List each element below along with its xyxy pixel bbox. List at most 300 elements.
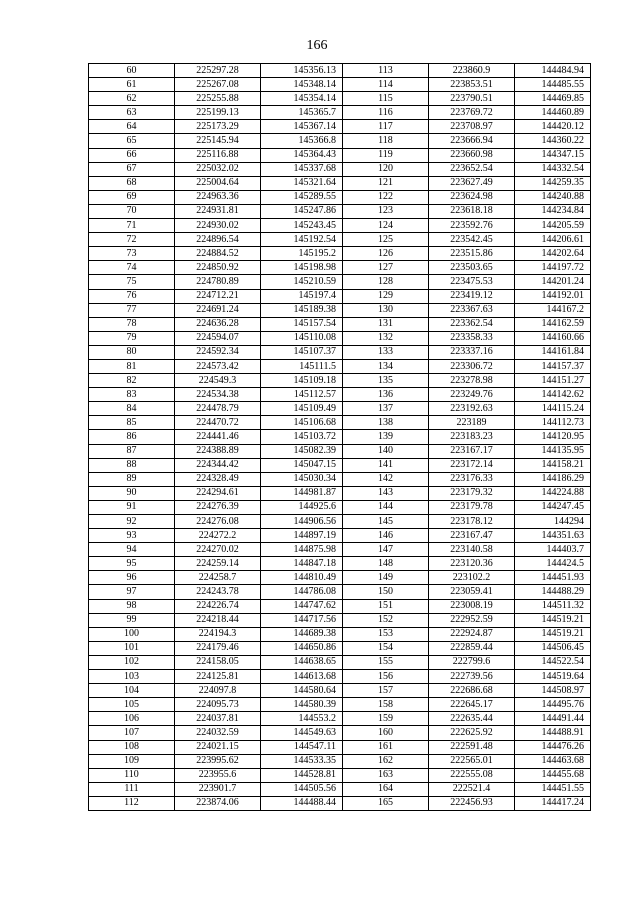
x-coordinate-right-cell: 223624.98 [429, 190, 515, 204]
y-coordinate-left-cell: 145198.98 [261, 261, 343, 275]
y-coordinate-right-cell: 144451.55 [515, 782, 591, 796]
point-number-right-cell: 161 [343, 740, 429, 754]
y-coordinate-left-cell: 145210.59 [261, 275, 343, 289]
y-coordinate-left-cell: 144875.98 [261, 543, 343, 557]
x-coordinate-right-cell: 222635.44 [429, 712, 515, 726]
x-coordinate-left-cell: 223901.7 [175, 782, 261, 796]
point-number-left-cell: 60 [89, 64, 175, 78]
x-coordinate-left-cell: 224179.46 [175, 641, 261, 655]
point-number-right-cell: 139 [343, 430, 429, 444]
x-coordinate-left-cell: 224095.73 [175, 698, 261, 712]
point-number-right-cell: 121 [343, 176, 429, 190]
table-row [89, 486, 591, 500]
x-coordinate-right-cell: 223008.19 [429, 599, 515, 613]
y-coordinate-left-cell: 145112.57 [261, 388, 343, 402]
y-coordinate-right-cell: 144157.37 [515, 359, 591, 373]
x-coordinate-left-cell: 223955.6 [175, 768, 261, 782]
point-number-right-cell: 126 [343, 247, 429, 261]
point-number-right-cell: 119 [343, 148, 429, 162]
point-number-left-cell: 66 [89, 148, 175, 162]
x-coordinate-right-cell: 223660.98 [429, 148, 515, 162]
point-number-right-cell: 118 [343, 134, 429, 148]
point-number-left-cell: 101 [89, 641, 175, 655]
point-number-right-cell: 148 [343, 557, 429, 571]
x-coordinate-right-cell: 223419.12 [429, 289, 515, 303]
y-coordinate-right-cell: 144135.95 [515, 444, 591, 458]
x-coordinate-left-cell: 225297.28 [175, 64, 261, 78]
y-coordinate-right-cell: 144197.72 [515, 261, 591, 275]
x-coordinate-left-cell: 224850.92 [175, 261, 261, 275]
point-number-right-cell: 159 [343, 712, 429, 726]
y-coordinate-left-cell: 144580.39 [261, 698, 343, 712]
point-number-right-cell: 115 [343, 92, 429, 106]
x-coordinate-left-cell: 224388.89 [175, 444, 261, 458]
y-coordinate-left-cell: 145247.86 [261, 204, 343, 218]
y-coordinate-left-cell: 144906.56 [261, 515, 343, 529]
y-coordinate-right-cell: 144484.94 [515, 64, 591, 78]
point-number-left-cell: 98 [89, 599, 175, 613]
y-coordinate-left-cell: 144613.68 [261, 670, 343, 684]
y-coordinate-left-cell: 145157.54 [261, 317, 343, 331]
point-number-left-cell: 84 [89, 402, 175, 416]
point-number-right-cell: 116 [343, 106, 429, 120]
y-coordinate-right-cell: 144488.29 [515, 585, 591, 599]
point-number-left-cell: 108 [89, 740, 175, 754]
x-coordinate-left-cell: 225032.02 [175, 162, 261, 176]
x-coordinate-left-cell: 224592.34 [175, 345, 261, 359]
x-coordinate-left-cell: 224125.81 [175, 670, 261, 684]
y-coordinate-left-cell: 145365.7 [261, 106, 343, 120]
y-coordinate-right-cell: 144522.54 [515, 655, 591, 669]
y-coordinate-right-cell: 144508.97 [515, 684, 591, 698]
x-coordinate-right-cell: 223367.63 [429, 303, 515, 317]
point-number-left-cell: 74 [89, 261, 175, 275]
y-coordinate-right-cell: 144142.62 [515, 388, 591, 402]
y-coordinate-right-cell: 144224.88 [515, 486, 591, 500]
y-coordinate-right-cell: 144424.5 [515, 557, 591, 571]
x-coordinate-right-cell: 223179.78 [429, 500, 515, 514]
table-row [89, 500, 591, 514]
table-row [89, 303, 591, 317]
y-coordinate-left-cell: 145047.15 [261, 458, 343, 472]
point-number-right-cell: 141 [343, 458, 429, 472]
table-row [89, 148, 591, 162]
table-row [89, 134, 591, 148]
x-coordinate-right-cell: 223249.76 [429, 388, 515, 402]
table-row [89, 190, 591, 204]
y-coordinate-right-cell: 144491.44 [515, 712, 591, 726]
point-number-right-cell: 151 [343, 599, 429, 613]
point-number-right-cell: 156 [343, 670, 429, 684]
y-coordinate-right-cell: 144511.32 [515, 599, 591, 613]
y-coordinate-right-cell: 144240.88 [515, 190, 591, 204]
x-coordinate-right-cell: 223618.18 [429, 204, 515, 218]
y-coordinate-right-cell: 144162.59 [515, 317, 591, 331]
x-coordinate-left-cell: 224441.46 [175, 430, 261, 444]
x-coordinate-left-cell: 224276.39 [175, 500, 261, 514]
x-coordinate-right-cell: 223102.2 [429, 571, 515, 585]
table-row [89, 64, 591, 78]
point-number-right-cell: 137 [343, 402, 429, 416]
x-coordinate-right-cell: 223306.72 [429, 359, 515, 373]
point-number-right-cell: 143 [343, 486, 429, 500]
y-coordinate-right-cell: 144151.27 [515, 374, 591, 388]
x-coordinate-left-cell: 224896.54 [175, 233, 261, 247]
table-row [89, 359, 591, 373]
point-number-left-cell: 63 [89, 106, 175, 120]
y-coordinate-right-cell: 144201.24 [515, 275, 591, 289]
x-coordinate-left-cell: 224636.28 [175, 317, 261, 331]
y-coordinate-right-cell: 144259.35 [515, 176, 591, 190]
table-row [89, 458, 591, 472]
x-coordinate-right-cell: 223362.54 [429, 317, 515, 331]
point-number-left-cell: 83 [89, 388, 175, 402]
y-coordinate-right-cell: 144460.89 [515, 106, 591, 120]
table-row [89, 106, 591, 120]
point-number-left-cell: 62 [89, 92, 175, 106]
x-coordinate-right-cell: 222645.17 [429, 698, 515, 712]
y-coordinate-right-cell: 144112.73 [515, 416, 591, 430]
x-coordinate-right-cell: 222555.08 [429, 768, 515, 782]
y-coordinate-left-cell: 144553.2 [261, 712, 343, 726]
y-coordinate-right-cell: 144161.84 [515, 345, 591, 359]
y-coordinate-left-cell: 144847.18 [261, 557, 343, 571]
x-coordinate-left-cell: 223874.06 [175, 796, 261, 810]
x-coordinate-left-cell: 224470.72 [175, 416, 261, 430]
coordinates-table-body [89, 64, 591, 811]
point-number-left-cell: 105 [89, 698, 175, 712]
table-row [89, 599, 591, 613]
point-number-right-cell: 136 [343, 388, 429, 402]
point-number-right-cell: 147 [343, 543, 429, 557]
x-coordinate-right-cell: 223708.97 [429, 120, 515, 134]
y-coordinate-left-cell: 145354.14 [261, 92, 343, 106]
y-coordinate-right-cell: 144403.7 [515, 543, 591, 557]
table-row [89, 655, 591, 669]
table-row [89, 684, 591, 698]
x-coordinate-right-cell: 222521.4 [429, 782, 515, 796]
x-coordinate-left-cell: 224272.2 [175, 529, 261, 543]
x-coordinate-left-cell: 224549.3 [175, 374, 261, 388]
y-coordinate-left-cell: 145195.2 [261, 247, 343, 261]
y-coordinate-left-cell: 145109.49 [261, 402, 343, 416]
x-coordinate-left-cell: 224780.89 [175, 275, 261, 289]
point-number-right-cell: 155 [343, 655, 429, 669]
y-coordinate-right-cell: 144351.63 [515, 529, 591, 543]
point-number-right-cell: 140 [343, 444, 429, 458]
y-coordinate-left-cell: 145030.34 [261, 472, 343, 486]
table-row [89, 345, 591, 359]
point-number-left-cell: 72 [89, 233, 175, 247]
point-number-right-cell: 145 [343, 515, 429, 529]
y-coordinate-left-cell: 144925.6 [261, 500, 343, 514]
x-coordinate-left-cell: 224218.44 [175, 613, 261, 627]
x-coordinate-left-cell: 224032.59 [175, 726, 261, 740]
point-number-right-cell: 131 [343, 317, 429, 331]
point-number-left-cell: 71 [89, 219, 175, 233]
point-number-right-cell: 134 [343, 359, 429, 373]
y-coordinate-right-cell: 144192.01 [515, 289, 591, 303]
table-row [89, 219, 591, 233]
x-coordinate-right-cell: 223358.33 [429, 331, 515, 345]
y-coordinate-right-cell: 144488.91 [515, 726, 591, 740]
point-number-left-cell: 68 [89, 176, 175, 190]
point-number-right-cell: 146 [343, 529, 429, 543]
y-coordinate-left-cell: 144549.63 [261, 726, 343, 740]
x-coordinate-right-cell: 223666.94 [429, 134, 515, 148]
point-number-left-cell: 112 [89, 796, 175, 810]
point-number-right-cell: 164 [343, 782, 429, 796]
y-coordinate-left-cell: 145192.54 [261, 233, 343, 247]
x-coordinate-right-cell: 222686.68 [429, 684, 515, 698]
point-number-left-cell: 79 [89, 331, 175, 345]
y-coordinate-left-cell: 144580.64 [261, 684, 343, 698]
x-coordinate-left-cell: 224276.08 [175, 515, 261, 529]
x-coordinate-left-cell: 224931.81 [175, 204, 261, 218]
y-coordinate-right-cell: 144234.84 [515, 204, 591, 218]
x-coordinate-right-cell: 223542.45 [429, 233, 515, 247]
point-number-right-cell: 144 [343, 500, 429, 514]
point-number-right-cell: 142 [343, 472, 429, 486]
point-number-left-cell: 69 [89, 190, 175, 204]
y-coordinate-left-cell: 145106.68 [261, 416, 343, 430]
table-row [89, 670, 591, 684]
table-row [89, 627, 591, 641]
point-number-left-cell: 90 [89, 486, 175, 500]
point-number-left-cell: 78 [89, 317, 175, 331]
x-coordinate-right-cell: 222625.92 [429, 726, 515, 740]
point-number-right-cell: 128 [343, 275, 429, 289]
x-coordinate-right-cell: 223278.98 [429, 374, 515, 388]
point-number-right-cell: 163 [343, 768, 429, 782]
point-number-right-cell: 117 [343, 120, 429, 134]
table-row [89, 275, 591, 289]
y-coordinate-left-cell: 144810.49 [261, 571, 343, 585]
y-coordinate-right-cell: 144485.55 [515, 78, 591, 92]
x-coordinate-left-cell: 224258.7 [175, 571, 261, 585]
table-row [89, 162, 591, 176]
x-coordinate-left-cell: 224930.02 [175, 219, 261, 233]
x-coordinate-left-cell: 224344.42 [175, 458, 261, 472]
y-coordinate-right-cell: 144506.45 [515, 641, 591, 655]
x-coordinate-right-cell: 223790.51 [429, 92, 515, 106]
y-coordinate-right-cell: 144360.22 [515, 134, 591, 148]
x-coordinate-right-cell: 222739.56 [429, 670, 515, 684]
table-row [89, 529, 591, 543]
y-coordinate-left-cell: 144547.11 [261, 740, 343, 754]
point-number-left-cell: 102 [89, 655, 175, 669]
table-row [89, 402, 591, 416]
table-row [89, 515, 591, 529]
x-coordinate-right-cell: 223178.12 [429, 515, 515, 529]
x-coordinate-right-cell: 222859.44 [429, 641, 515, 655]
point-number-left-cell: 82 [89, 374, 175, 388]
table-row [89, 261, 591, 275]
y-coordinate-left-cell: 145337.68 [261, 162, 343, 176]
point-number-right-cell: 114 [343, 78, 429, 92]
y-coordinate-right-cell: 144247.45 [515, 500, 591, 514]
point-number-left-cell: 92 [89, 515, 175, 529]
x-coordinate-right-cell: 223592.76 [429, 219, 515, 233]
x-coordinate-left-cell: 224594.07 [175, 331, 261, 345]
point-number-left-cell: 77 [89, 303, 175, 317]
point-number-right-cell: 123 [343, 204, 429, 218]
x-coordinate-right-cell: 222799.6 [429, 655, 515, 669]
point-number-left-cell: 67 [89, 162, 175, 176]
y-coordinate-right-cell: 144455.68 [515, 768, 591, 782]
y-coordinate-right-cell: 144186.29 [515, 472, 591, 486]
table-row [89, 92, 591, 106]
y-coordinate-left-cell: 144786.08 [261, 585, 343, 599]
x-coordinate-right-cell: 222924.87 [429, 627, 515, 641]
x-coordinate-left-cell: 224963.36 [175, 190, 261, 204]
y-coordinate-left-cell: 145197.4 [261, 289, 343, 303]
point-number-left-cell: 95 [89, 557, 175, 571]
x-coordinate-right-cell: 223192.63 [429, 402, 515, 416]
y-coordinate-left-cell: 144505.56 [261, 782, 343, 796]
x-coordinate-left-cell: 225199.13 [175, 106, 261, 120]
y-coordinate-left-cell: 145356.13 [261, 64, 343, 78]
x-coordinate-left-cell: 224259.14 [175, 557, 261, 571]
x-coordinate-left-cell: 225145.94 [175, 134, 261, 148]
x-coordinate-left-cell: 224573.42 [175, 359, 261, 373]
table-row [89, 331, 591, 345]
x-coordinate-right-cell: 223179.32 [429, 486, 515, 500]
point-number-left-cell: 96 [89, 571, 175, 585]
y-coordinate-right-cell: 144332.54 [515, 162, 591, 176]
x-coordinate-left-cell: 225116.88 [175, 148, 261, 162]
y-coordinate-right-cell: 144417.24 [515, 796, 591, 810]
x-coordinate-left-cell: 224243.78 [175, 585, 261, 599]
x-coordinate-right-cell: 223120.36 [429, 557, 515, 571]
x-coordinate-left-cell: 224226.74 [175, 599, 261, 613]
table-row [89, 698, 591, 712]
y-coordinate-right-cell: 144120.95 [515, 430, 591, 444]
point-number-left-cell: 109 [89, 754, 175, 768]
y-coordinate-left-cell: 144650.86 [261, 641, 343, 655]
point-number-right-cell: 160 [343, 726, 429, 740]
table-row [89, 78, 591, 92]
x-coordinate-right-cell: 223860.9 [429, 64, 515, 78]
point-number-right-cell: 165 [343, 796, 429, 810]
table-row [89, 571, 591, 585]
table-row [89, 712, 591, 726]
table-row [89, 289, 591, 303]
table-row [89, 782, 591, 796]
y-coordinate-left-cell: 144717.56 [261, 613, 343, 627]
y-coordinate-left-cell: 144747.62 [261, 599, 343, 613]
table-row [89, 796, 591, 810]
y-coordinate-left-cell: 144981.87 [261, 486, 343, 500]
x-coordinate-left-cell: 224097.8 [175, 684, 261, 698]
point-number-left-cell: 89 [89, 472, 175, 486]
table-row [89, 585, 591, 599]
x-coordinate-right-cell: 223337.16 [429, 345, 515, 359]
point-number-right-cell: 150 [343, 585, 429, 599]
x-coordinate-left-cell: 224328.49 [175, 472, 261, 486]
point-number-left-cell: 104 [89, 684, 175, 698]
point-number-left-cell: 100 [89, 627, 175, 641]
y-coordinate-right-cell: 144420.12 [515, 120, 591, 134]
y-coordinate-right-cell: 144294 [515, 515, 591, 529]
x-coordinate-left-cell: 224478.79 [175, 402, 261, 416]
y-coordinate-left-cell: 145367.14 [261, 120, 343, 134]
point-number-left-cell: 97 [89, 585, 175, 599]
y-coordinate-right-cell: 144202.64 [515, 247, 591, 261]
point-number-right-cell: 125 [343, 233, 429, 247]
x-coordinate-right-cell: 223652.54 [429, 162, 515, 176]
point-number-right-cell: 129 [343, 289, 429, 303]
point-number-right-cell: 152 [343, 613, 429, 627]
x-coordinate-right-cell: 223140.58 [429, 543, 515, 557]
y-coordinate-right-cell: 144519.64 [515, 670, 591, 684]
table-row [89, 641, 591, 655]
table-row [89, 557, 591, 571]
point-number-left-cell: 85 [89, 416, 175, 430]
point-number-right-cell: 153 [343, 627, 429, 641]
y-coordinate-left-cell: 145289.55 [261, 190, 343, 204]
y-coordinate-right-cell: 144495.76 [515, 698, 591, 712]
point-number-left-cell: 70 [89, 204, 175, 218]
point-number-right-cell: 120 [343, 162, 429, 176]
x-coordinate-left-cell: 224037.81 [175, 712, 261, 726]
point-number-left-cell: 76 [89, 289, 175, 303]
point-number-left-cell: 64 [89, 120, 175, 134]
x-coordinate-left-cell: 224158.05 [175, 655, 261, 669]
x-coordinate-right-cell: 223172.14 [429, 458, 515, 472]
x-coordinate-left-cell: 225004.64 [175, 176, 261, 190]
x-coordinate-left-cell: 225173.29 [175, 120, 261, 134]
table-row [89, 444, 591, 458]
point-number-left-cell: 75 [89, 275, 175, 289]
coordinates-table [88, 63, 591, 811]
point-number-left-cell: 110 [89, 768, 175, 782]
x-coordinate-right-cell: 223515.86 [429, 247, 515, 261]
point-number-right-cell: 162 [343, 754, 429, 768]
table-row [89, 740, 591, 754]
x-coordinate-left-cell: 225255.88 [175, 92, 261, 106]
x-coordinate-right-cell: 223167.47 [429, 529, 515, 543]
x-coordinate-left-cell: 224884.52 [175, 247, 261, 261]
point-number-left-cell: 111 [89, 782, 175, 796]
y-coordinate-right-cell: 144160.66 [515, 331, 591, 345]
y-coordinate-left-cell: 144488.44 [261, 796, 343, 810]
x-coordinate-right-cell: 222591.48 [429, 740, 515, 754]
y-coordinate-right-cell: 144205.59 [515, 219, 591, 233]
y-coordinate-left-cell: 145348.14 [261, 78, 343, 92]
y-coordinate-left-cell: 145366.8 [261, 134, 343, 148]
y-coordinate-left-cell: 144638.65 [261, 655, 343, 669]
point-number-right-cell: 132 [343, 331, 429, 345]
point-number-left-cell: 88 [89, 458, 175, 472]
y-coordinate-left-cell: 145109.18 [261, 374, 343, 388]
y-coordinate-right-cell: 144115.24 [515, 402, 591, 416]
x-coordinate-right-cell: 223769.72 [429, 106, 515, 120]
y-coordinate-left-cell: 145189.38 [261, 303, 343, 317]
table-row [89, 120, 591, 134]
point-number-right-cell: 122 [343, 190, 429, 204]
table-row [89, 317, 591, 331]
y-coordinate-right-cell: 144167.2 [515, 303, 591, 317]
x-coordinate-right-cell: 223183.23 [429, 430, 515, 444]
x-coordinate-right-cell: 222456.93 [429, 796, 515, 810]
y-coordinate-right-cell: 144347.15 [515, 148, 591, 162]
point-number-left-cell: 80 [89, 345, 175, 359]
point-number-left-cell: 86 [89, 430, 175, 444]
y-coordinate-left-cell: 144689.38 [261, 627, 343, 641]
x-coordinate-right-cell: 223059.41 [429, 585, 515, 599]
y-coordinate-left-cell: 145364.43 [261, 148, 343, 162]
